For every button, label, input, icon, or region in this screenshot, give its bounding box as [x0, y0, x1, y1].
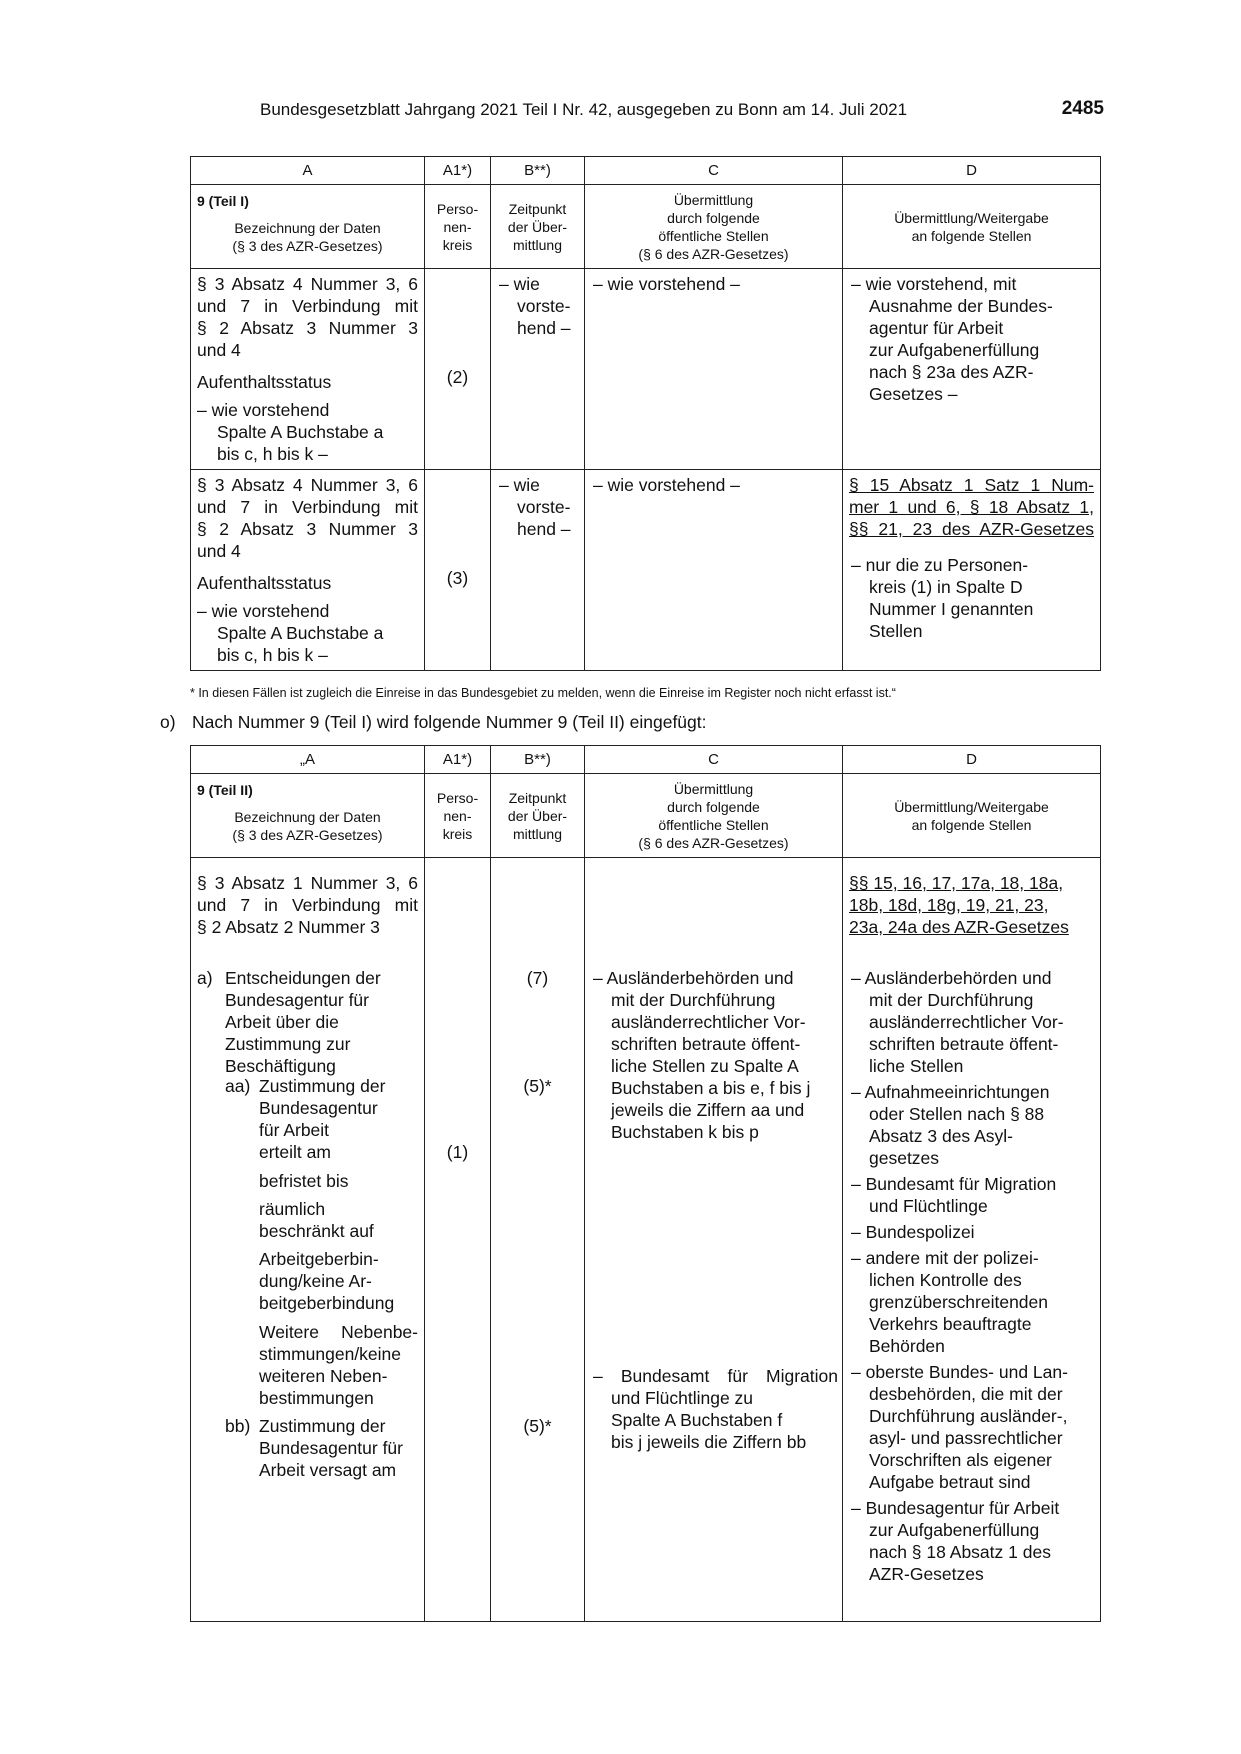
- text-line: mer 1 und 6, § 18 Absatz 1,: [849, 497, 1094, 517]
- subheader-a1-line: kreis: [442, 236, 473, 253]
- row1-col-c: [585, 269, 843, 470]
- table-row: [191, 269, 1101, 470]
- text-line: vorste-: [517, 296, 571, 316]
- text-line: und 4: [197, 340, 241, 360]
- text-line: Arbeit über die: [225, 1012, 339, 1032]
- text-line: ausländerrechtlicher Vor-: [869, 1012, 1064, 1032]
- text-line: § 15 Absatz 1 Satz 1 Num-: [849, 475, 1094, 495]
- subheader-c: [585, 774, 843, 858]
- text-line: § 3 Absatz 1 Nummer 3, 6: [197, 873, 418, 893]
- text-line: Zustimmung der: [259, 1076, 386, 1096]
- text-line: lichen Kontrolle des: [869, 1270, 1022, 1290]
- text-line: – Bundesagentur für Arbeit: [851, 1498, 1060, 1518]
- text-line: Ausnahme der Bundes-: [869, 296, 1053, 316]
- subheader-c-line: öffentliche Stellen: [658, 227, 769, 244]
- col-header-b: B**): [491, 746, 585, 774]
- text-line: Nummer I genannten: [869, 599, 1034, 619]
- text-line: desbehörden, die mit der: [869, 1384, 1063, 1404]
- text-line: jeweils die Ziffern aa und: [611, 1100, 805, 1120]
- text-line: und Flüchtlinge zu: [611, 1388, 754, 1408]
- text-line: § 3 Absatz 4 Nummer 3, 6: [197, 475, 418, 495]
- footnote: * In diesen Fällen ist zugleich die Einreise in das Bundesgebiet zu melden, wenn die Einreise im Register noch nicht erfasst ist.“: [190, 686, 896, 700]
- text-line: – Bundespolizei: [851, 1222, 975, 1242]
- subheader-row: [191, 774, 1101, 858]
- text-line: Verkehrs beauftragte: [869, 1314, 1032, 1334]
- item-a-label: a): [197, 968, 213, 988]
- column-header-row: [191, 157, 1101, 185]
- text-line: Buchstaben a bis e, f bis j: [611, 1078, 811, 1098]
- text-line: – Bundesamt für Migration: [851, 1174, 1057, 1194]
- subheader-d-line: an folgende Stellen: [911, 816, 1032, 833]
- text-line: Buchstaben k bis p: [611, 1122, 759, 1142]
- list-item: [851, 1361, 1096, 1493]
- text-line: – wie vorstehend, mit: [851, 274, 1017, 294]
- subheader-c: [585, 185, 843, 269]
- row1-a-item: [191, 393, 424, 465]
- text-line: Spalte A Buchstaben f: [611, 1410, 783, 1430]
- subheader-a1-line: kreis: [442, 825, 473, 842]
- body-col-b: [491, 858, 585, 1622]
- text-line: Arbeit versagt am: [259, 1460, 397, 1480]
- text-line: Spalte A Buchstabe a: [217, 623, 384, 643]
- text-line: – wie: [499, 475, 540, 495]
- row2-col-b: [491, 470, 585, 671]
- col-header-d: D: [843, 157, 1101, 185]
- text-line: vorste-: [517, 497, 571, 517]
- text-line: Arbeitgeberbin-: [259, 1249, 379, 1269]
- list-item: [851, 967, 1096, 1077]
- subheader-a-label: Bezeichnung der Daten: [234, 220, 381, 236]
- text-line: Absatz 3 des Asyl-: [869, 1126, 1013, 1146]
- body-col-d: [843, 858, 1101, 1622]
- subheader-c-line: (§ 6 des AZR-Gesetzes): [638, 245, 789, 262]
- d-recipient-list: [851, 967, 1096, 1589]
- text-line: ausländerrechtlicher Vor-: [611, 1012, 806, 1032]
- text-line: weiteren Neben-: [259, 1366, 388, 1386]
- text-line: – Aufnahmeeinrichtungen: [851, 1082, 1050, 1102]
- text-line: – wie vorstehend: [197, 400, 330, 420]
- text-line: schriften betraute öffent-: [869, 1034, 1059, 1054]
- row1-a-ref: [191, 269, 424, 339]
- text-line: Weitere Nebenbe-: [259, 1322, 418, 1342]
- body-col-c: [585, 858, 843, 1622]
- col-header-a: A: [191, 157, 425, 185]
- col-header-a1: A1*): [425, 157, 491, 185]
- row1-col-a: [191, 269, 425, 470]
- field-nebenbestimmungen: [259, 1321, 418, 1409]
- text-line: beschränkt auf: [259, 1221, 374, 1241]
- zeitpunkt-aa: (5)*: [523, 1076, 552, 1096]
- row2-a-status: Aufenthaltsstatus: [197, 573, 332, 593]
- row1-col-b: [491, 269, 585, 470]
- subheader-b-line: mittlung: [512, 825, 563, 842]
- subheader-b: [491, 774, 585, 858]
- table-row: [191, 858, 1101, 1622]
- subheader-d-line: an folgende Stellen: [911, 227, 1032, 244]
- text-line: liche Stellen: [869, 1056, 964, 1076]
- subheader-b-line: Zeitpunkt: [508, 789, 567, 806]
- section-number: 9 (Teil I): [197, 193, 249, 209]
- list-item: [851, 1497, 1096, 1585]
- row2-col-a: [191, 470, 425, 671]
- text-line: und 7 in Verbindung mit: [197, 895, 418, 915]
- c-item-auslaenderbehoerden: [593, 967, 838, 1143]
- subheader-a1-line: nen-: [443, 807, 472, 824]
- text-line: grenzüberschreitenden: [869, 1292, 1049, 1312]
- text-line: mit der Durchführung: [869, 990, 1034, 1010]
- body-col-a1: [425, 858, 491, 1622]
- text-line: – oberste Bundes- und Lan-: [851, 1362, 1068, 1382]
- row2-col-c: [585, 470, 843, 671]
- zeitpunkt-bb: (5)*: [523, 1416, 552, 1436]
- item-aa-label: aa): [225, 1076, 251, 1096]
- text-line: und 4: [197, 541, 241, 561]
- instruction-label: o): [160, 712, 176, 732]
- text-line: stimmungen/keine: [259, 1344, 402, 1364]
- instruction-text: Nach Nummer 9 (Teil I) wird folgende Nummer 9 (Teil II) eingefügt:: [192, 712, 707, 732]
- text-line: bestimmungen: [259, 1388, 374, 1408]
- text-line: 23a, 24a des AZR-Gesetzes: [849, 917, 1069, 937]
- text-line: – Ausländerbehörden und: [593, 968, 794, 988]
- subheader-c-line: Übermittlung: [673, 191, 754, 208]
- text-line: §§ 15, 16, 17, 17a, 18, 18a,: [849, 873, 1064, 893]
- subheader-a1: [425, 185, 491, 269]
- text-line: Stellen: [869, 621, 923, 641]
- row2-a-item: [191, 594, 424, 666]
- subheader-a-label: Bezeichnung der Daten: [234, 809, 381, 825]
- text-line: und 7 in Verbindung mit: [197, 296, 418, 316]
- text-line: § 2 Absatz 3 Nummer 3: [197, 519, 418, 539]
- col-header-d: D: [843, 746, 1101, 774]
- text-line: Behörden: [869, 1336, 945, 1356]
- subheader-row: [191, 185, 1101, 269]
- subheader-a1-line: Perso-: [436, 789, 479, 806]
- subheader-c-line: durch folgende: [667, 209, 760, 226]
- subheader-b-line: der Über-: [507, 807, 568, 824]
- text-line: AZR-Gesetzes: [869, 1564, 984, 1584]
- text-line: bis j jeweils die Ziffern bb: [611, 1432, 807, 1452]
- a-legal-ref: [197, 872, 418, 916]
- field-raeumlich: [259, 1198, 374, 1242]
- list-item: [851, 1221, 1096, 1243]
- text-line: bis c, h bis k –: [217, 444, 328, 464]
- text-line: bis c, h bis k –: [217, 645, 328, 665]
- table-part-1: [190, 156, 1101, 671]
- text-line: § 3 Absatz 4 Nummer 3, 6: [197, 274, 418, 294]
- subheader-b-line: Zeitpunkt: [508, 200, 567, 217]
- subheader-a-ref: (§ 3 des AZR-Gesetzes): [232, 827, 383, 843]
- text-line: – andere mit der polizei-: [851, 1248, 1039, 1268]
- text-line: – wie vorstehend –: [593, 475, 740, 495]
- row2-col-a1: [425, 470, 491, 671]
- subheader-c-line: öffentliche Stellen: [658, 816, 769, 833]
- text-line: – wie vorstehend –: [593, 274, 740, 294]
- field-befristet: befristet bis: [259, 1171, 349, 1191]
- text-line: für Arbeit: [259, 1120, 330, 1140]
- text-line: liche Stellen zu Spalte A: [611, 1056, 799, 1076]
- row1-col-d: [843, 269, 1101, 470]
- text-line: Bundesagentur für: [225, 990, 369, 1010]
- table-part-2: [190, 745, 1101, 1622]
- subheader-a: [191, 774, 425, 858]
- item-bb-text: [259, 1415, 403, 1481]
- row1-a-status: Aufenthaltsstatus: [197, 372, 332, 392]
- subheader-b-line: der Über-: [507, 218, 568, 235]
- text-line: zur Aufgabenerfüllung: [869, 1520, 1040, 1540]
- text-line: Bundesagentur für: [259, 1438, 403, 1458]
- text-line: und 7 in Verbindung mit: [197, 497, 418, 517]
- field-arbeitgeberbindung: [259, 1248, 394, 1314]
- text-line: nach § 23a des AZR-: [869, 362, 1034, 382]
- item-aa-text: [259, 1075, 385, 1141]
- subheader-c-line: durch folgende: [667, 798, 760, 815]
- text-line: mit der Durchführung: [611, 990, 776, 1010]
- row1-col-a1: [425, 269, 491, 470]
- text-line: – Ausländerbehörden und: [851, 968, 1052, 988]
- subheader-a-ref: (§ 3 des AZR-Gesetzes): [232, 238, 383, 254]
- text-line: nach § 18 Absatz 1 des: [869, 1542, 1051, 1562]
- text-line: zur Aufgabenerfüllung: [869, 340, 1040, 360]
- subheader-a: [191, 185, 425, 269]
- list-item: [851, 1247, 1096, 1357]
- col-header-c: C: [585, 746, 843, 774]
- subheader-d-line: Übermittlung/Weitergabe: [894, 798, 1049, 815]
- subheader-b: [491, 185, 585, 269]
- list-item: [851, 1081, 1096, 1169]
- section-number: 9 (Teil II): [197, 782, 253, 798]
- text-line: räumlich: [259, 1199, 326, 1219]
- text-line: oder Stellen nach § 88: [869, 1104, 1045, 1124]
- text-line: §§ 21, 23 des AZR-Gesetzes: [849, 519, 1094, 539]
- row2-col-d: [843, 470, 1101, 671]
- text-line: Zustimmung der: [259, 1416, 386, 1436]
- text-line: asyl- und passrechtlicher: [869, 1428, 1063, 1448]
- subheader-a1: [425, 774, 491, 858]
- text-line: Gesetzes –: [869, 384, 958, 404]
- text-line: – Bundesamt für Migration: [593, 1366, 838, 1386]
- subheader-c-line: (§ 6 des AZR-Gesetzes): [638, 834, 789, 851]
- text-line: agentur für Arbeit: [869, 318, 1004, 338]
- subheader-d: [843, 185, 1101, 269]
- personenkreis: (1): [446, 1142, 469, 1162]
- col-header-a1: A1*): [425, 746, 491, 774]
- subheader-c-line: Übermittlung: [673, 780, 754, 797]
- list-item: [851, 1173, 1096, 1217]
- text-line: 18b, 18d, 18g, 19, 21, 23,: [849, 895, 1049, 915]
- text-line: § 2 Absatz 2 Nummer 3: [197, 917, 380, 937]
- row2-a-ref: [191, 470, 424, 540]
- text-line: Durchführung ausländer-,: [869, 1406, 1068, 1426]
- text-line: schriften betraute öffent-: [611, 1034, 801, 1054]
- subheader-d: [843, 774, 1101, 858]
- field-erteilt: erteilt am: [259, 1142, 331, 1162]
- column-header-row: [191, 746, 1101, 774]
- d-legal-ref: [849, 872, 1084, 938]
- zeitpunkt-a: (7): [526, 968, 549, 988]
- col-header-b: B**): [491, 157, 585, 185]
- text-line: Zustimmung zur: [225, 1034, 351, 1054]
- subheader-a1-line: Perso-: [436, 200, 479, 217]
- item-bb-label: bb): [225, 1416, 251, 1436]
- text-line: dung/keine Ar-: [259, 1271, 372, 1291]
- table-row: [191, 470, 1101, 671]
- col-header-a: „A: [191, 746, 425, 774]
- text-line: Beschäftigung: [225, 1056, 336, 1076]
- subheader-d-line: Übermittlung/Weitergabe: [894, 209, 1049, 226]
- text-line: kreis (1) in Spalte D: [869, 577, 1023, 597]
- row1-personenkreis: (2): [446, 367, 469, 387]
- text-line: hend –: [517, 318, 571, 338]
- subheader-a1-line: nen-: [443, 218, 472, 235]
- text-line: gesetzes: [869, 1148, 940, 1168]
- text-line: Entscheidungen der: [225, 968, 381, 988]
- text-line: § 2 Absatz 3 Nummer 3: [197, 318, 418, 338]
- item-a-text: [225, 967, 381, 1077]
- c-item-bamf: [593, 1365, 838, 1453]
- header-title: Bundesgesetzblatt Jahrgang 2021 Teil I Nr. 42, ausgegeben zu Bonn am 14. Juli 2021: [260, 100, 908, 119]
- text-line: Bundesagentur: [259, 1098, 378, 1118]
- text-line: Vorschriften als eigener: [869, 1450, 1052, 1470]
- text-line: und Flüchtlinge: [869, 1196, 988, 1216]
- page-number: 2485: [1061, 98, 1104, 119]
- text-line: beitgeberbindung: [259, 1293, 395, 1313]
- row2-personenkreis: (3): [446, 568, 469, 588]
- body-col-a: [191, 858, 425, 1622]
- col-header-c: C: [585, 157, 843, 185]
- row2-d-legal-ref: [843, 470, 1100, 540]
- text-line: – nur die zu Personen-: [851, 555, 1029, 575]
- text-line: – wie vorstehend: [197, 601, 330, 621]
- text-line: Aufgabe betraut sind: [869, 1472, 1031, 1492]
- text-line: hend –: [517, 519, 571, 539]
- text-line: Spalte A Buchstabe a: [217, 422, 384, 442]
- text-line: – wie: [499, 274, 540, 294]
- subheader-b-line: mittlung: [512, 236, 563, 253]
- instruction-line: [160, 712, 707, 733]
